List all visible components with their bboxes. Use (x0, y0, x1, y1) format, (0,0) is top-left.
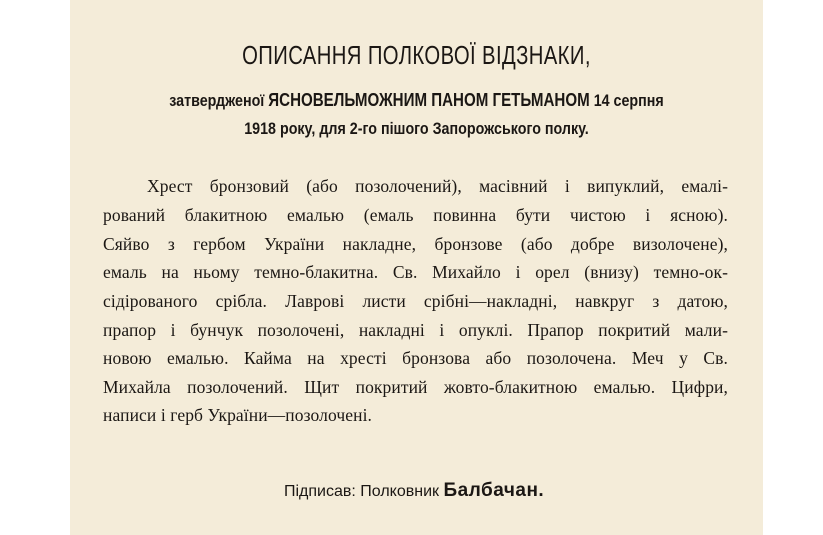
subtitle-hetman-title: ЯСНОВЕЛЬМОЖНИМ ПАНОМ ГЕТЬМАНОМ (268, 90, 590, 110)
body-line: Хрест бронзовий (або позолочений), масівний і випуклий, емалі- (147, 176, 728, 196)
body-line: Михайла позолочений. Щит покритий жовто-блакитною емалью. Цифри, (103, 377, 728, 397)
body-line: сідірованого срібла. Лаврові листи срібні—накладні, навкруг з датою, (103, 291, 728, 311)
subtitle-line-1 (125, 90, 707, 111)
signature-label: Підписав: Полковник (284, 483, 440, 500)
document-page (70, 0, 763, 535)
subtitle-line-2: 1918 року, для 2-го пішого Запорожського полку. (244, 119, 589, 138)
body-line: прапор і бунчук позолочені, накладні і опуклі. Прапор покритий мали- (103, 320, 728, 340)
document-title: ОПИСАННЯ ПОЛКОВОЇ ВІДЗНАКИ, (242, 40, 591, 70)
subtitle-date: 14 серпня (593, 91, 664, 110)
body-line: Сяйво з гербом України накладне, бронзове (або добре визолочене), (103, 234, 728, 254)
body-line: рований блакитною емалью (емаль повинна бути чистою і ясною). (103, 205, 728, 225)
body-line: новою емалью. Кайма на хресті бронзова або позолочена. Меч у Св. (103, 348, 728, 368)
body-line: написи і герб України—позолочені. (103, 405, 373, 425)
subtitle-approved-word: затвердженої (169, 91, 265, 110)
signature-line (284, 480, 544, 502)
body-line: емаль на ньому темно-блакитна. Св. Михайло і орел (внизу) темно-ок- (103, 262, 728, 282)
signature-name: Балбачан. (443, 480, 545, 501)
